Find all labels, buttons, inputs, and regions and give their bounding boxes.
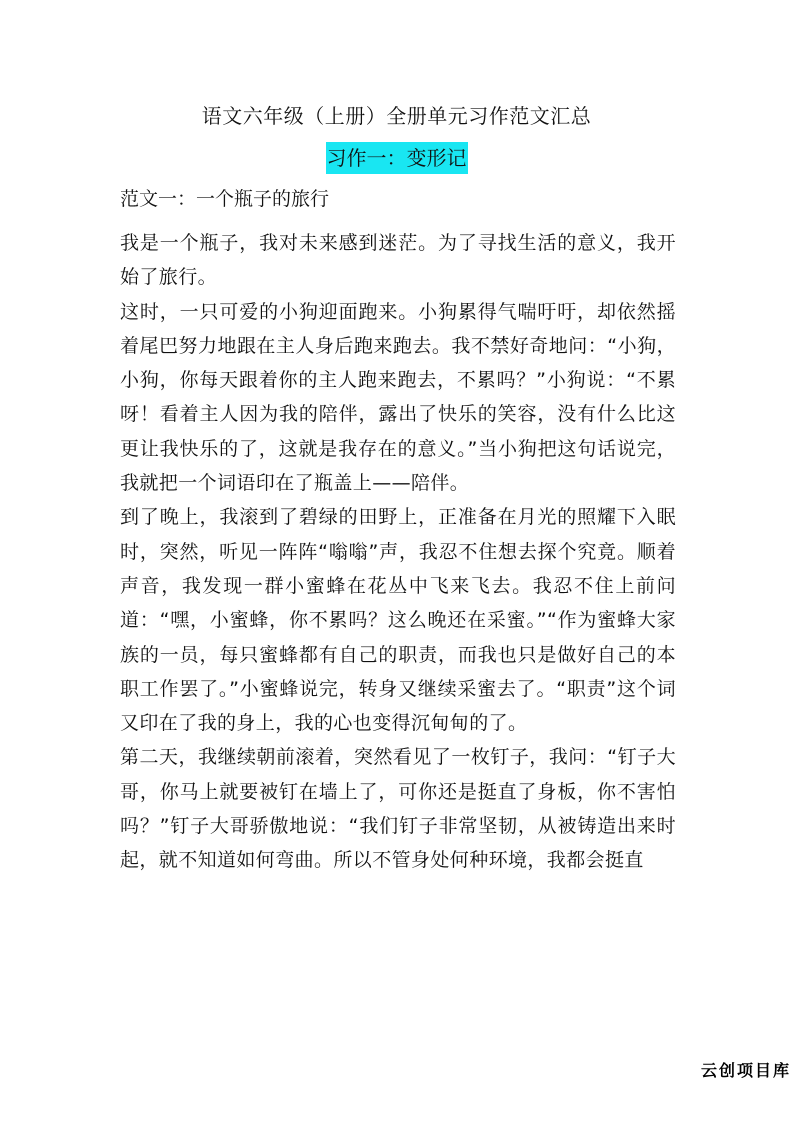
paragraph-2: 这时，一只可爱的小狗迎面跑来。小狗累得气喘吁吁，却依然摇着尾巴努力地跟在主人身后跑来跑去。我不禁好奇地问：“小狗，小狗，你每天跟着你的主人跑来跑去，不累吗？”小狗说：“不累呀！看着主人因为我的陪伴，露出了快乐的笑容，没有什么比这更让我快乐的了，这就是我存在的意义。”当小狗把这句话说完，我就把一个词语印在了瓶盖上——陪伴。 (120, 300, 676, 495)
document-title: 语文六年级（上册）全册单元习作范文汇总 (201, 104, 592, 128)
essay-title: 范文一：一个瓶子的旅行 (120, 188, 330, 210)
watermark-logo: 云创项目库 (700, 1061, 791, 1080)
section-heading-wrap (0, 142, 793, 174)
section-heading: 习作一：变形记 (326, 142, 468, 174)
paragraph-4: 第二天，我继续朝前滚着，突然看见了一枚钉子，我问：“钉子大哥，你马上就要被钉在墙上了，可你还是挺直了身板，你不害怕吗？”钉子大哥骄傲地说：“我们钉子非常坚韧，从被铸造出来时起，就不知道如何弯曲。所以不管身处何种环境，我都会挺直 (120, 746, 676, 872)
paragraph-1: 我是一个瓶子，我对未来感到迷茫。为了寻找生活的意义，我开始了旅行。 (120, 232, 676, 289)
essay-body (120, 226, 676, 878)
paragraph-3: 到了晚上，我滚到了碧绿的田野上，正准备在月光的照耀下入眠时，突然，听见一阵阵“嗡嗡”声，我忍不住想去探个究竟。顺着声音，我发现一群小蜜蜂在花丛中飞来飞去。我忍不住上前问道：“嘿，小蜜蜂，你不累吗？这么晚还在采蜜。”“作为蜜蜂大家族的一员，每只蜜蜂都有自己的职责，而我也只是做好自己的本职工作罢了。”小蜜蜂说完，转身又继续采蜜去了。“职责”这个词又印在了我的身上，我的心也变得沉甸甸的了。 (120, 506, 676, 735)
